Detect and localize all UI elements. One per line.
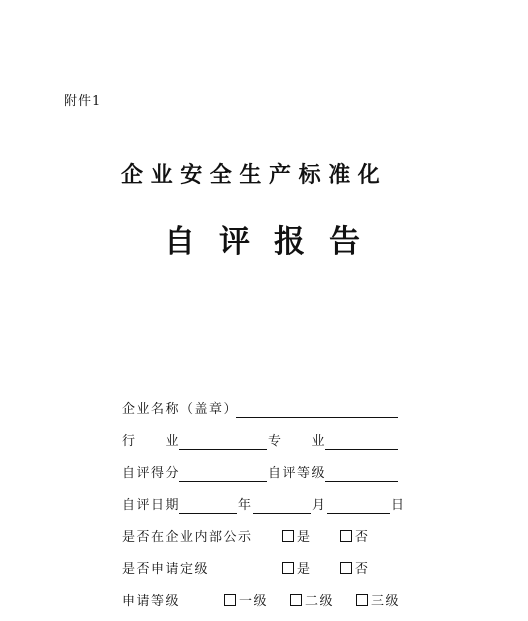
grading-no-option[interactable] [340,561,370,579]
checkbox-icon[interactable] [340,562,352,574]
checkbox-icon[interactable] [356,594,368,606]
specialty-field[interactable] [325,449,398,450]
checkbox-icon[interactable] [340,530,352,542]
self-grade-field[interactable] [325,481,398,482]
month-label: 月 [312,498,327,513]
specialty-label: 专 业 [268,434,327,449]
company-name-label: 企业名称（盖章） [122,402,239,417]
self-score-field[interactable] [179,481,267,482]
level2-option[interactable] [290,593,334,611]
report-title-line2: 自评报告 [164,224,384,260]
day-label: 日 [391,498,406,513]
industry-label: 行 业 [122,434,181,449]
level3-option[interactable] [356,593,400,611]
checkbox-icon[interactable] [224,594,236,606]
checkbox-icon[interactable] [290,594,302,606]
internal-publicity-label: 是否在企业内部公示 [122,530,253,545]
level1-option[interactable] [224,593,268,611]
self-grade-label: 自评等级 [268,466,327,481]
date-year-field[interactable] [179,513,237,514]
annex-label: 附件1 [64,94,102,109]
grading-no-label: 否 [355,562,370,577]
industry-field[interactable] [179,449,267,450]
apply-level-label: 申请等级 [122,594,181,609]
grading-yes-option[interactable] [282,561,312,579]
date-day-field[interactable] [327,513,390,514]
level1-label: 一级 [239,594,269,609]
self-date-label: 自评日期 [122,498,181,513]
level2-label: 二级 [305,594,335,609]
report-title-line1: 企业安全生产标准化 [121,162,388,188]
publicity-yes-option[interactable] [282,529,312,547]
apply-grading-label: 是否申请定级 [122,562,210,577]
publicity-no-option[interactable] [340,529,370,547]
publicity-yes-label: 是 [297,530,312,545]
checkbox-icon[interactable] [282,562,294,574]
grading-yes-label: 是 [297,562,312,577]
date-month-field[interactable] [253,513,311,514]
company-name-field[interactable] [236,417,398,418]
publicity-no-label: 否 [355,530,370,545]
checkbox-icon[interactable] [282,530,294,542]
year-label: 年 [238,498,253,513]
self-score-label: 自评得分 [122,466,181,481]
level3-label: 三级 [371,594,401,609]
